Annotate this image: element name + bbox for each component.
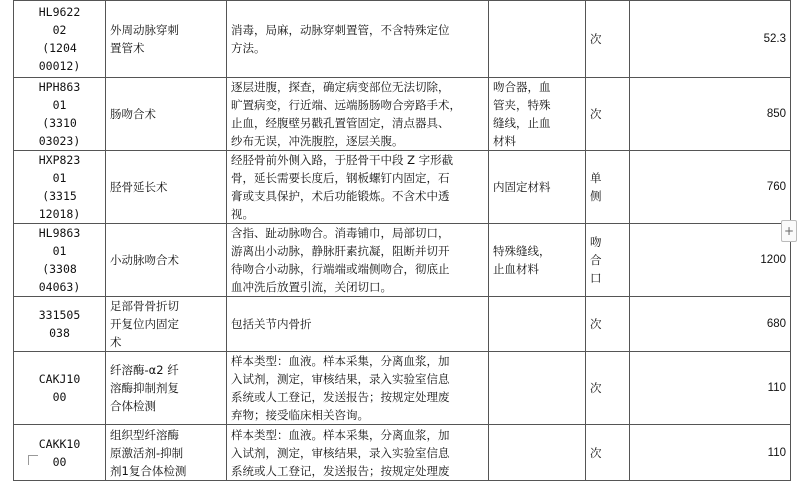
- pricing-unit-cell: 次: [586, 352, 630, 425]
- fee-schedule-table: [13, 0, 791, 481]
- excluded-materials-cell: [489, 425, 586, 481]
- pricing-unit-cell: 次: [586, 1, 630, 78]
- table-row: [14, 78, 791, 151]
- item-code-cell: HXP823 01 (3315 12018): [14, 151, 106, 224]
- table-row: [14, 224, 791, 297]
- item-content-cell: 样本类型：血液。样本采集，分离血浆，加 入试剂，测定，审核结果，录入实验室信息 系统或人工登记，发送报告；按规定处理废: [227, 425, 489, 481]
- pricing-unit-cell: 次: [586, 425, 630, 481]
- item-name-cell: 外周动脉穿刺 置管术: [106, 1, 227, 78]
- table-row: [14, 1, 791, 78]
- pricing-unit-cell: 吻 合 口: [586, 224, 630, 297]
- item-name-cell: 组织型纤溶酶 原激活剂-抑制 剂1复合体检测: [106, 425, 227, 481]
- item-name-cell: 肠吻合术: [106, 78, 227, 151]
- add-row-button[interactable]: +: [781, 220, 797, 242]
- item-code-cell: 331505 038: [14, 297, 106, 352]
- excluded-materials-cell: 吻合器，血 管夹，特殊 缝线，止血 材料: [489, 78, 586, 151]
- price-cell: 110: [630, 425, 791, 481]
- price-cell: 1200: [630, 224, 791, 297]
- excluded-materials-cell: 内固定材料: [489, 151, 586, 224]
- item-code-cell: CAKJ10 00: [14, 352, 106, 425]
- item-content-cell: 样本类型：血液。样本采集，分离血浆，加 入试剂，测定，审核结果，录入实验室信息 系统或人工登记，发送报告；按规定处理废 弃物；接受临床相关咨询。: [227, 352, 489, 425]
- table-row: [14, 151, 791, 224]
- pricing-unit-cell: 次: [586, 297, 630, 352]
- table-row: [14, 297, 791, 352]
- item-content-cell: 消毒，局麻，动脉穿刺置管，不含特殊定位 方法。: [227, 1, 489, 78]
- item-code-cell: HL9863 01 (3308 04063): [14, 224, 106, 297]
- excluded-materials-cell: 特殊缝线， 止血材料: [489, 224, 586, 297]
- pricing-unit-cell: 次: [586, 78, 630, 151]
- item-name-cell: 小动脉吻合术: [106, 224, 227, 297]
- item-code-cell: CAKK10 00: [14, 425, 106, 481]
- item-content-cell: 包括关节内骨折: [227, 297, 489, 352]
- item-content-cell: 经胫骨前外侧入路，于胫骨干中段 Z 字形截 骨，延长需要长度后，钢板螺钉内固定，石 膏或支具保护，术后功能锻炼。不含术中透 视。: [227, 151, 489, 224]
- table-body: [14, 1, 791, 481]
- item-code-cell: HPH863 01 (3310 03023): [14, 78, 106, 151]
- table-row: [14, 352, 791, 425]
- item-content-cell: 含指、趾动脉吻合。消毒铺巾，局部切口， 游离出小动脉，静脉肝素抗凝，阻断并切开 待吻合小动脉，行端端或端侧吻合，彻底止 血冲洗后放置引流，关闭切口。: [227, 224, 489, 297]
- item-code-cell: HL9622 02 (1204 00012): [14, 1, 106, 78]
- excluded-materials-cell: [489, 352, 586, 425]
- item-name-cell: 纤溶酶-α2 纤 溶酶抑制剂复 合体检测: [106, 352, 227, 425]
- price-cell: 52.3: [630, 1, 791, 78]
- price-cell: 850: [630, 78, 791, 151]
- item-content-cell: 逐层进腹，探查，确定病变部位无法切除， 旷置病变，行近端、远端肠肠吻合旁路手术， 止血，经腹壁另戳孔置管固定，清点器具、 纱布无误，冲洗腹腔，逐层关腹。: [227, 78, 489, 151]
- excluded-materials-cell: [489, 297, 586, 352]
- excluded-materials-cell: [489, 1, 586, 78]
- price-cell: 110: [630, 352, 791, 425]
- item-name-cell: 足部骨骨折切 开复位内固定 术: [106, 297, 227, 352]
- table-row: [14, 425, 791, 481]
- item-name-cell: 胫骨延长术: [106, 151, 227, 224]
- pricing-unit-cell: 单 侧: [586, 151, 630, 224]
- price-cell: 760: [630, 151, 791, 224]
- price-cell: 680: [630, 297, 791, 352]
